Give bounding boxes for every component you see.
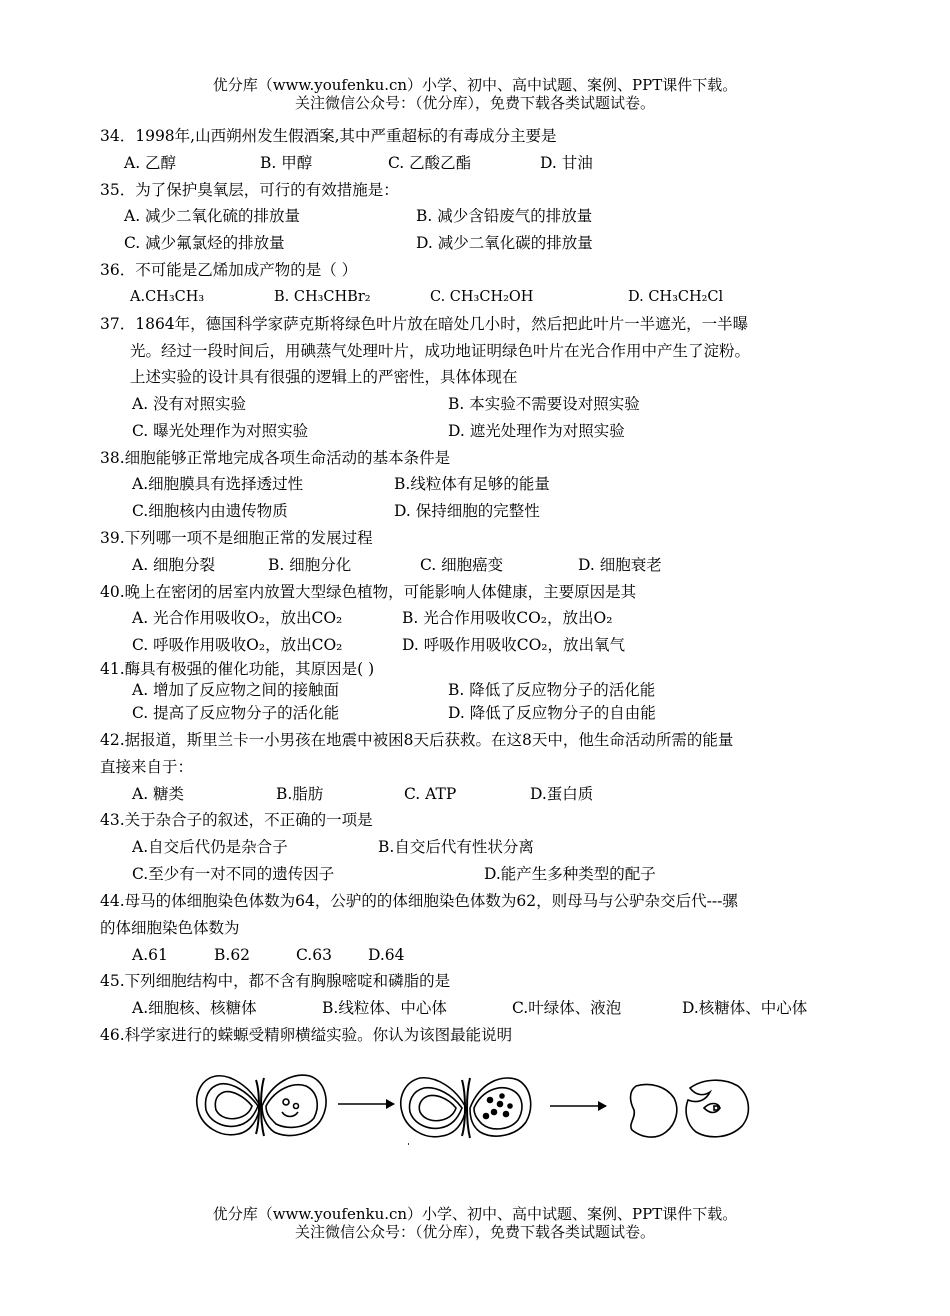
- q36-stem: 36．不可能是乙烯加成产物的是（ ）: [100, 261, 358, 279]
- q35-option-c: C. 减少氟氯烃的排放量: [124, 234, 285, 252]
- q34-option-d: D. 甘油: [540, 154, 593, 172]
- q34-option-c: C. 乙酸乙酯: [388, 154, 472, 172]
- q41-option-d: D. 降低了反应物分子的自由能: [448, 704, 656, 722]
- page-footer-line1: 优分库（www.youfenku.cn）小学、初中、高中试题、案例、PPT课件下载。: [212, 1205, 738, 1223]
- q46-figure: [190, 1062, 770, 1152]
- q36-option-d: D. CH₃CH₂Cl: [628, 289, 724, 305]
- q37-option-b: B. 本实验不需要设对照实验: [448, 395, 640, 413]
- q38-stem: 38.细胞能够正常地完成各项生命活动的基本条件是: [100, 449, 451, 467]
- q37-stem-line3: 上述实验的设计具有很强的逻辑上的严密性，具体体现在: [130, 368, 518, 386]
- q40-option-c: C. 呼吸作用吸收O₂，放出CO₂: [132, 636, 343, 654]
- q43-option-b: B.自交后代有性状分离: [378, 838, 534, 856]
- q45-option-b: B.线粒体、中心体: [322, 999, 447, 1017]
- q36-option-c: C. CH₃CH₂OH: [430, 289, 534, 305]
- q44-option-b: B.62: [214, 946, 251, 964]
- q34-stem: 34．1998年,山西朔州发生假酒案,其中严重超标的有毒成分主要是: [100, 127, 557, 145]
- q42-stem-line2: 直接来自于：: [100, 758, 194, 776]
- q38-option-c: C.细胞核内由遗传物质: [132, 502, 288, 520]
- q44-option-c: C.63: [296, 946, 332, 964]
- q45-stem: 45.下列细胞结构中，都不含有胸腺嘧啶和磷脂的是: [100, 972, 451, 990]
- q35-option-a: A. 减少二氧化硫的排放量: [124, 207, 301, 225]
- page-footer-line2: 关注微信公众号：（优分库），免费下载各类试题试卷。: [294, 1223, 655, 1241]
- q42-stem-line1: 42.据报道，斯里兰卡一小男孩在地震中被困8天后获救。在这8天中，他生命活动所需的能量: [100, 731, 734, 749]
- q36-option-b: B. CH₃CHBr₂: [274, 289, 371, 305]
- page-header-line2: 关注微信公众号：（优分库），免费下载各类试题试卷。: [294, 94, 655, 112]
- q41-option-b: B. 降低了反应物分子的活化能: [448, 681, 656, 699]
- q43-option-a: A.自交后代仍是杂合子: [132, 838, 288, 856]
- q39-option-c: C. 细胞癌变: [420, 556, 504, 574]
- q37-option-a: A. 没有对照实验: [132, 395, 247, 413]
- q35-option-b: B. 减少含铅废气的排放量: [416, 207, 593, 225]
- q40-option-a: A. 光合作用吸收O₂，放出CO₂: [132, 609, 343, 627]
- q38-option-a: A.细胞膜具有选择透过性: [132, 475, 304, 493]
- q44-stem-line1: 44.母马的体细胞染色体数为64，公驴的的体细胞染色体数为62，则母马与公驴杂交后代---骡: [100, 892, 738, 910]
- q42-option-b: B.脂肪: [276, 785, 324, 803]
- q42-option-c: C. ATP: [404, 785, 457, 803]
- q44-option-d: D.64: [368, 946, 405, 964]
- q39-option-a: A. 细胞分裂: [132, 556, 216, 574]
- q39-stem: 39.下列哪一项不是细胞正常的发展过程: [100, 529, 373, 547]
- q40-option-b: B. 光合作用吸收CO₂，放出O₂: [402, 609, 613, 627]
- q38-option-d: D. 保持细胞的完整性: [394, 502, 540, 520]
- q37-stem-line2: 光。经过一段时间后，用碘蒸气处理叶片，成功地证明绿色叶片在光合作用中产生了淀粉。: [130, 342, 751, 360]
- q43-stem: 43.关于杂合子的叙述，不正确的一项是: [100, 811, 373, 829]
- q41-option-c: C. 提高了反应物分子的活化能: [132, 704, 340, 722]
- q46-stem: 46.科学家进行的蝾螈受精卵横缢实验。你认为该图最能说明: [100, 1026, 513, 1044]
- q37-option-c: C. 曝光处理作为对照实验: [132, 422, 309, 440]
- q43-option-c: C.至少有一对不同的遗传因子: [132, 865, 335, 883]
- q45-option-c: C.叶绿体、液泡: [512, 999, 622, 1017]
- q40-stem: 40.晚上在密闭的居室内放置大型绿色植物，可能影响人体健康，主要原因是其: [100, 583, 637, 601]
- page-header-line1: 优分库（www.youfenku.cn）小学、初中、高中试题、案例、PPT课件下载。: [212, 76, 738, 94]
- q44-stem-line2: 的体细胞染色体数为: [100, 919, 240, 937]
- q35-option-d: D. 减少二氧化碳的排放量: [416, 234, 593, 252]
- ligated-egg-2: [401, 1078, 531, 1138]
- q39-option-b: B. 细胞分化: [268, 556, 352, 574]
- q35-stem: 35．为了保护臭氧层，可行的有效措施是：: [100, 181, 399, 199]
- q44-option-a: A.61: [132, 946, 168, 964]
- q34-option-a: A. 乙醇: [124, 154, 177, 172]
- q36-option-a: A.CH₃CH₃: [130, 289, 205, 305]
- q39-option-d: D. 细胞衰老: [578, 556, 662, 574]
- q41-stem: 41.酶具有极强的催化功能，其原因是( ): [100, 660, 375, 678]
- divided-halves: [631, 1080, 749, 1137]
- q45-option-d: D.核糖体、中心体: [682, 999, 808, 1017]
- q42-option-a: A. 糖类: [132, 785, 185, 803]
- q45-option-a: A.细胞核、核糖体: [132, 999, 257, 1017]
- q43-option-d: D.能产生多种类型的配子: [484, 865, 656, 883]
- ligated-egg-1: [197, 1075, 326, 1136]
- q37-option-d: D. 遮光处理作为对照实验: [448, 422, 625, 440]
- q38-option-b: B.线粒体有足够的能量: [394, 475, 550, 493]
- q41-option-a: A. 增加了反应物之间的接触面: [132, 681, 340, 699]
- q37-stem-line1: 37．1864年，德国科学家萨克斯将绿色叶片放在暗处几小时，然后把此叶片一半遮光，一半曝: [100, 315, 749, 333]
- q40-option-d: D. 呼吸作用吸收CO₂，放出氧气: [402, 636, 626, 654]
- q34-option-b: B. 甲醇: [260, 154, 313, 172]
- q42-option-d: D.蛋白质: [530, 785, 594, 803]
